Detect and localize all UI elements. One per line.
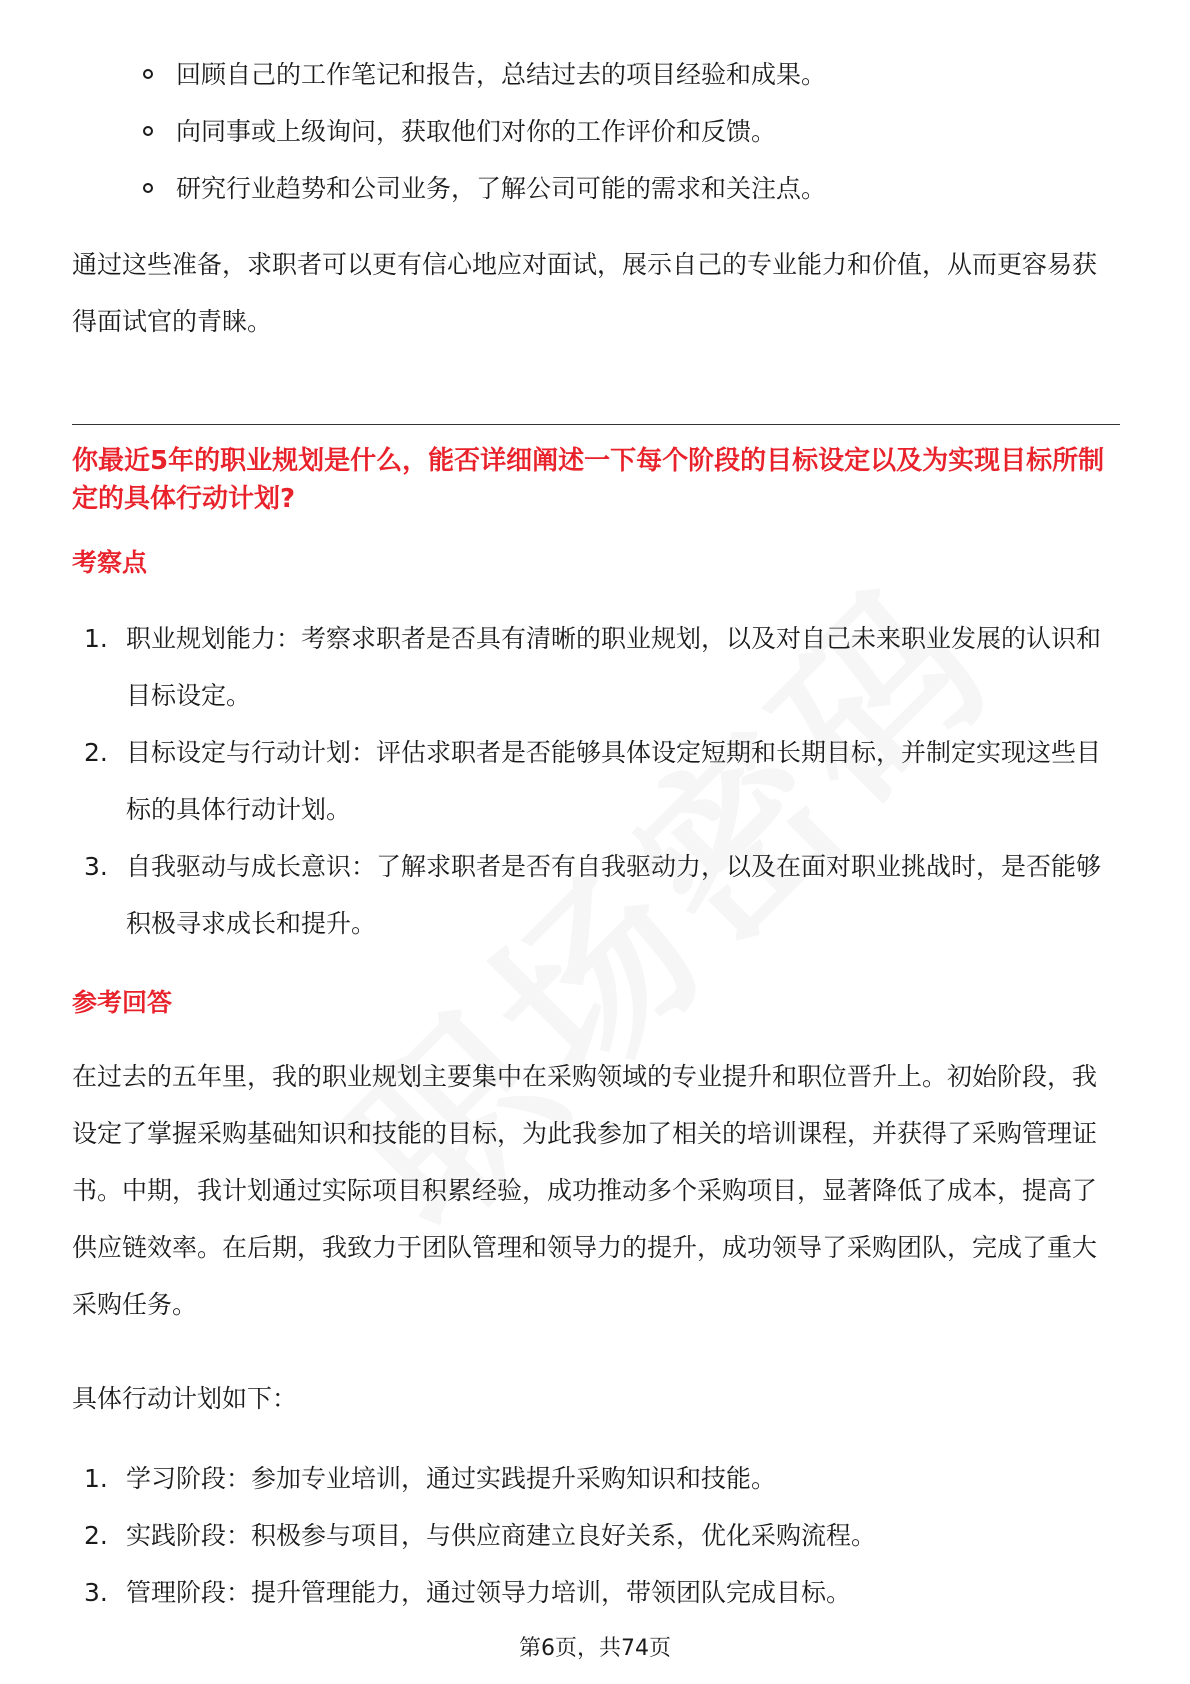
list-item-text: 学习阶段：参加专业培训，通过实践提升采购知识和技能。 [126, 1464, 777, 1493]
list-item [84, 610, 1124, 724]
list-item-number: 3. [84, 1578, 108, 1607]
hollow-bullet-icon [143, 69, 153, 79]
intro-conclusion: 通过这些准备，求职者可以更有信心地应对面试，展示自己的专业能力和价值，从而更容易获得面试官的青睐。 [72, 250, 1098, 336]
list-item-number: 1. [84, 624, 108, 653]
reference-heading: 参考回答 [72, 988, 173, 1017]
list-item-text: 实践阶段：积极参与项目，与供应商建立良好关系，优化采购流程。 [126, 1521, 877, 1550]
list-item-text: 管理阶段：提升管理能力，通过领导力培训，带领团队完成目标。 [126, 1578, 852, 1607]
list-item-text: 回顾自己的工作笔记和报告，总结过去的项目经验和成果。 [176, 60, 827, 89]
plan-intro: 具体行动计划如下： [72, 1384, 298, 1413]
list-item-text: 自我驱动与成长意识：了解求职者是否有自我驱动力，以及在面对职业挑战时，是否能够积极寻求成长和提升。 [126, 852, 1102, 938]
list-item-text: 研究行业趋势和公司业务，了解公司可能的需求和关注点。 [176, 174, 827, 203]
assessment-heading: 考察点 [72, 548, 148, 577]
list-item-text: 目标设定与行动计划：评估求职者是否能够具体设定短期和长期目标，并制定实现这些目标的具体行动计划。 [126, 738, 1102, 824]
list-item [84, 724, 1124, 838]
list-item-number: 3. [84, 852, 108, 881]
section-divider [72, 424, 1120, 425]
hollow-bullet-icon [143, 183, 153, 193]
reference-paragraph: 在过去的五年里，我的职业规划主要集中在采购领域的专业提升和职位晋升上。初始阶段，我设定了掌握采购基础知识和技能的目标，为此我参加了相关的培训课程，并获得了采购管理证书。中期，我计划通过实际项目积累经验，成功推动多个采购项目，显著降低了成本，提高了供应链效率。在后期，我致力于团队管理和领导力的提升，成功领导了采购团队，完成了重大采购任务。 [72, 1062, 1098, 1319]
list-item-text: 向同事或上级询问，获取他们对你的工作评价和反馈。 [176, 117, 777, 146]
list-item-text: 职业规划能力：考察求职者是否具有清晰的职业规划，以及对自己未来职业发展的认识和目标设定。 [126, 624, 1102, 710]
list-item-number: 2. [84, 738, 108, 767]
interview-question: 你最近5年的职业规划是什么，能否详细阐述一下每个阶段的目标设定以及为实现目标所制定的具体行动计划? [72, 446, 1105, 514]
list-item [84, 1450, 1124, 1507]
list-item-number: 1. [84, 1464, 108, 1493]
page-number: 第6页，共74页 [519, 1636, 671, 1661]
list-item-number: 2. [84, 1521, 108, 1550]
list-item [84, 838, 1124, 952]
hollow-bullet-icon [143, 126, 153, 136]
assessment-list [84, 610, 1124, 952]
action-plan-list [84, 1450, 1124, 1621]
list-item [84, 1507, 1124, 1564]
list-item [84, 1564, 1124, 1621]
